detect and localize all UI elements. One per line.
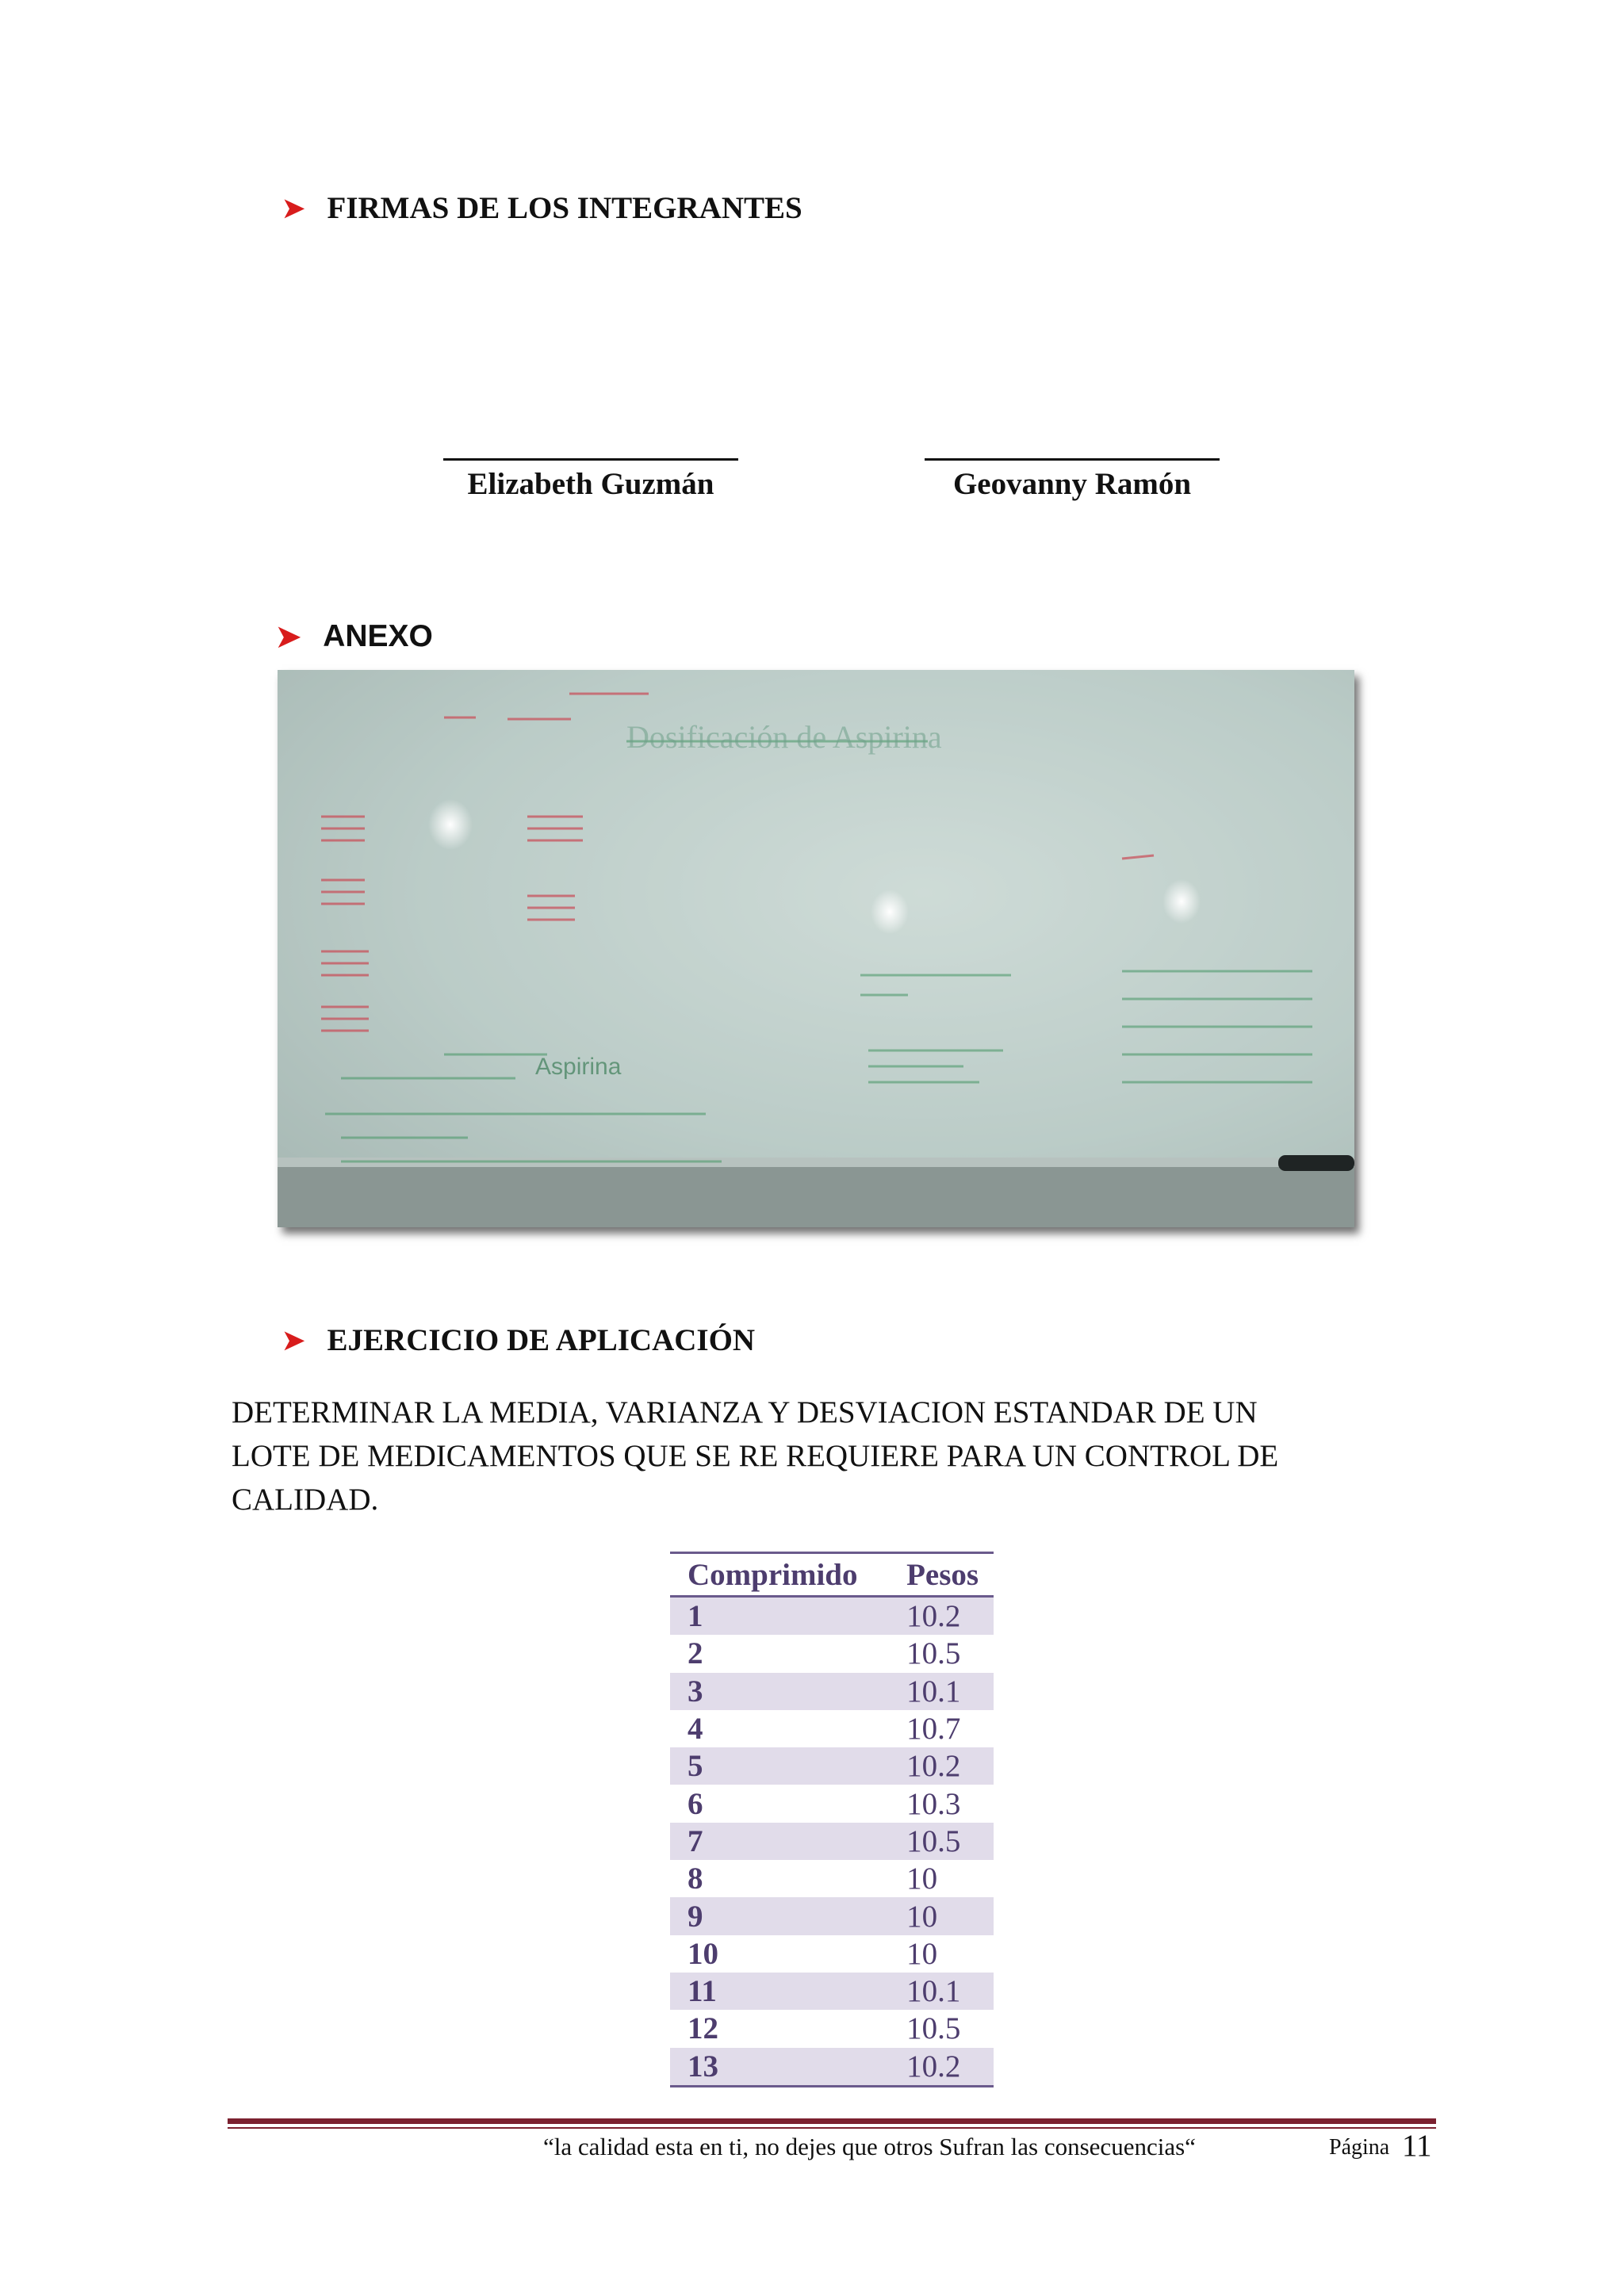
exercise-line: CALIDAD. — [232, 1483, 379, 1517]
section-title: FIRMAS DE LOS INTEGRANTES — [327, 191, 802, 225]
cell-comprimido: 11 — [670, 1973, 889, 2010]
column-header-pesos: Pesos — [889, 1553, 994, 1597]
cell-peso: 10.2 — [889, 2048, 994, 2087]
weights-table — [670, 1552, 994, 2087]
signature-line — [925, 458, 1220, 461]
table-row — [670, 2048, 994, 2087]
table-row — [670, 1635, 994, 1672]
cell-peso: 10 — [889, 1897, 994, 1934]
cell-peso: 10.2 — [889, 1597, 994, 1636]
footer-quote: “la calidad esta en ti, no dejes que otros Sufran las consecuencias“ — [543, 2133, 1196, 2160]
table-row — [670, 1673, 994, 1710]
section-title: ANEXO — [323, 618, 433, 653]
section-title: EJERCICIO DE APLICACIÓN — [327, 1323, 756, 1357]
exercise-line: LOTE DE MEDICAMENTOS QUE SE RE REQUIERE PARA UN CONTROL DE — [232, 1439, 1279, 1473]
cell-peso: 10.5 — [906, 1636, 961, 1671]
table-row — [670, 1973, 994, 2010]
board-title-text: Dosificación de Aspirina — [626, 719, 942, 755]
signature-name: Elizabeth Guzmán — [467, 467, 714, 501]
cell-peso: 10.3 — [906, 1786, 961, 1821]
cell-comprimido: 13 — [670, 2048, 889, 2087]
footer-rule — [228, 2118, 1436, 2124]
whiteboard-photo — [278, 670, 1354, 1227]
arrow-bullet-icon: ➤ — [274, 618, 303, 655]
arrow-bullet-icon: ➤ — [282, 1326, 305, 1356]
exercise-statement — [232, 1391, 1469, 1521]
page-number: 11 — [1402, 2129, 1432, 2163]
page-label: Página — [1329, 2135, 1390, 2160]
section-heading-firmas — [282, 190, 802, 226]
table-row — [670, 1897, 994, 1934]
signature-line — [443, 458, 738, 461]
cell-comprimido: 9 — [670, 1897, 889, 1934]
cell-comprimido: 8 — [688, 1862, 703, 1896]
cell-peso: 10 — [906, 1936, 938, 1971]
table-row — [670, 1747, 994, 1785]
exercise-line: DETERMINAR LA MEDIA, VARIANZA Y DESVIACION ESTANDAR DE UN — [232, 1395, 1258, 1429]
footer-rule-thin — [228, 2127, 1436, 2129]
cell-comprimido: 7 — [670, 1823, 889, 1860]
cell-peso: 10.1 — [889, 1973, 994, 2010]
cell-comprimido: 10 — [688, 1936, 718, 1971]
cell-peso: 10.2 — [889, 1747, 994, 1785]
section-heading-anexo — [274, 617, 433, 656]
cell-comprimido: 5 — [670, 1747, 889, 1785]
cell-comprimido: 3 — [670, 1673, 889, 1710]
table-row — [670, 1597, 994, 1636]
signature-name: Geovanny Ramón — [952, 467, 1192, 501]
cell-comprimido: 6 — [688, 1786, 703, 1821]
cell-comprimido: 4 — [688, 1712, 703, 1747]
cell-peso: 10.1 — [889, 1673, 994, 1710]
section-heading-ejercicio — [282, 1322, 755, 1358]
table-row — [670, 1785, 994, 1822]
cell-peso: 10.5 — [906, 2011, 961, 2046]
cell-comprimido: 2 — [688, 1636, 703, 1671]
table-row — [670, 1935, 994, 1973]
table-header-row — [670, 1553, 994, 1597]
cell-peso: 10.5 — [889, 1823, 994, 1860]
cell-comprimido: 1 — [670, 1597, 889, 1636]
whiteboard-image — [278, 670, 1354, 1227]
table-row — [670, 1860, 994, 1897]
table-row — [670, 1710, 994, 1747]
table-row — [670, 2010, 994, 2047]
cell-comprimido: 12 — [688, 2011, 718, 2046]
table-row — [670, 1823, 994, 1860]
cell-peso: 10.7 — [906, 1712, 961, 1747]
arrow-bullet-icon: ➤ — [282, 193, 305, 224]
cell-peso: 10 — [906, 1862, 938, 1896]
board-word-text: Aspirina — [535, 1054, 622, 1080]
column-header-comprimido: Comprimido — [670, 1553, 889, 1597]
